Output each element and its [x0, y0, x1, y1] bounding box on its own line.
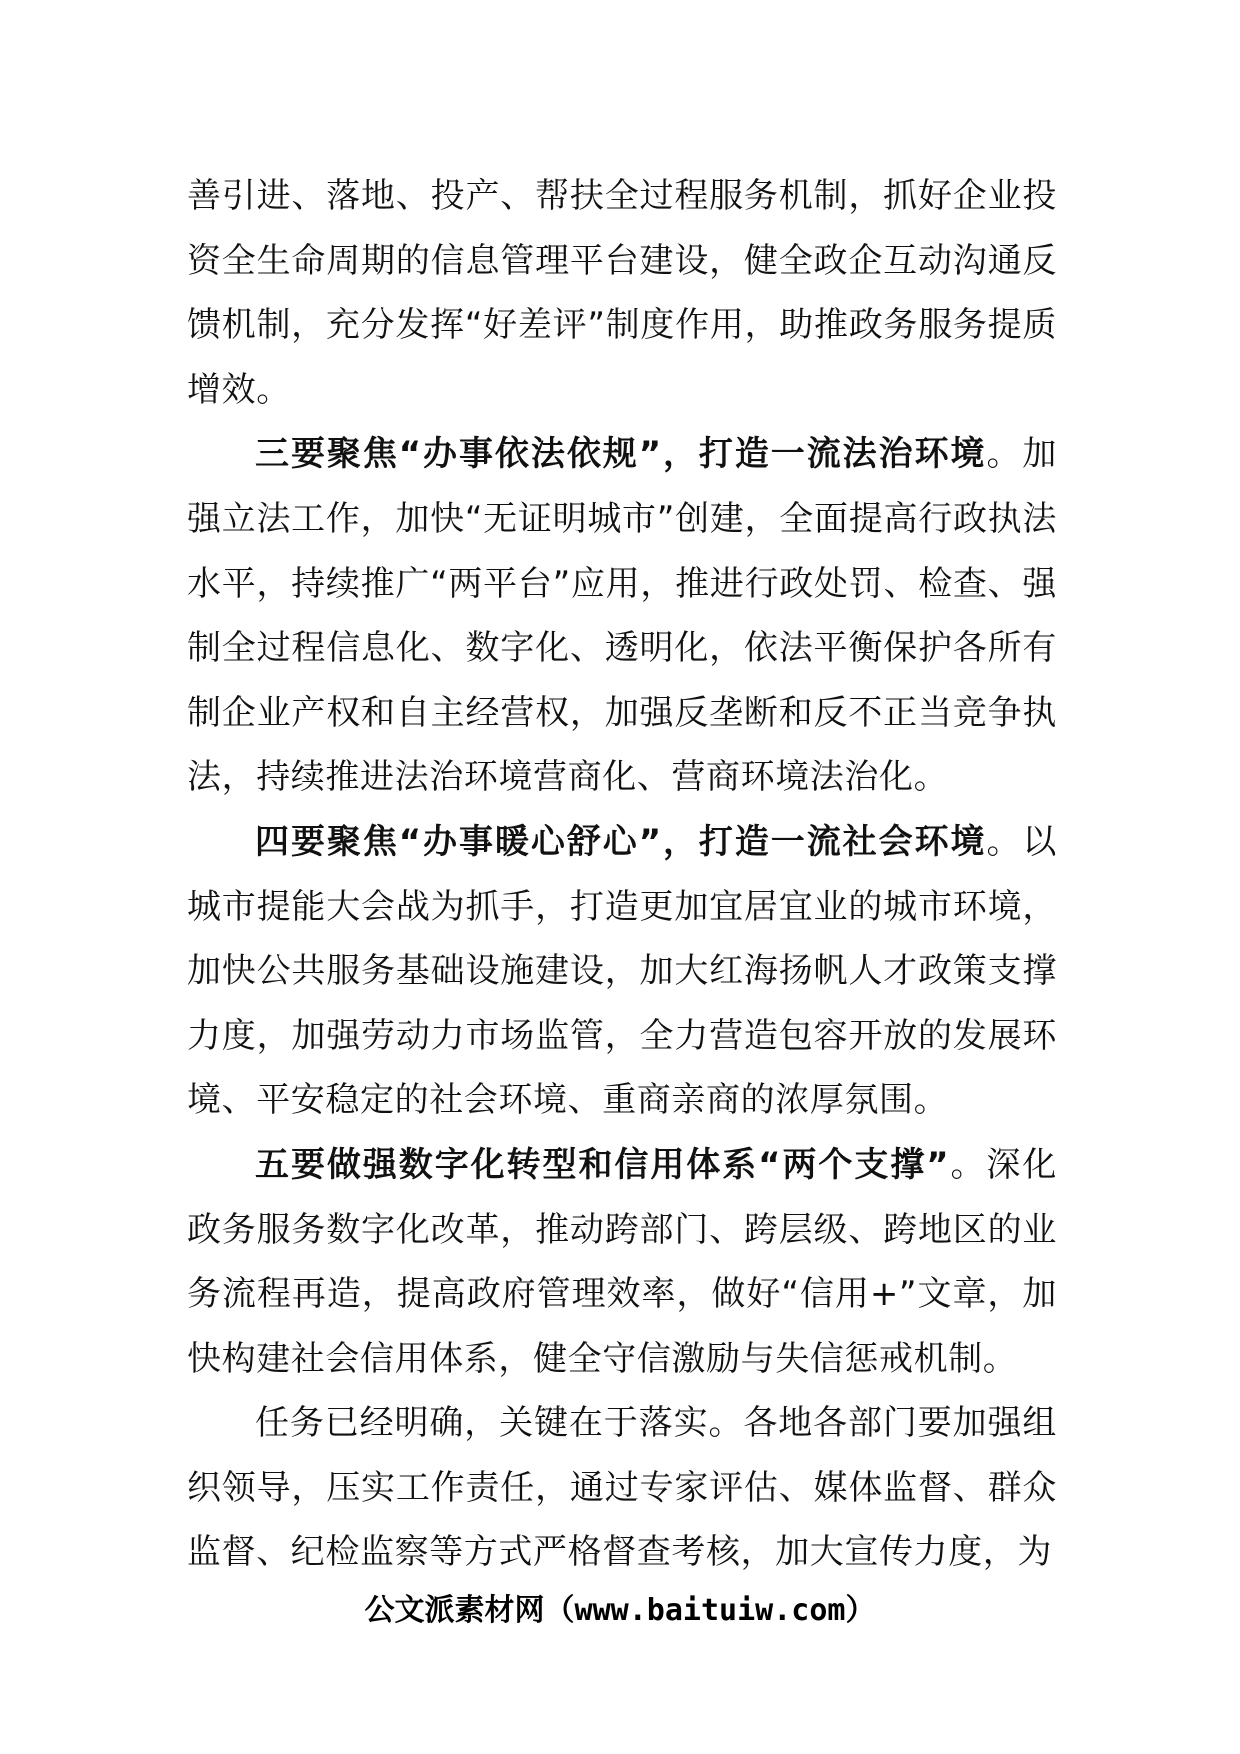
document-body — [187, 164, 1057, 1585]
footer-site-name: 公文派素材网 — [364, 1593, 545, 1628]
paragraph-text: 善引进、落地、投产、帮扶全过程服务机制，抓好企业投资全生命周期的信息管理平台建设，健全政企互动沟通反馈机制，充分发挥“好差评”制度作用，助推政务服务提质增效。 — [187, 176, 1057, 410]
paragraph-heading: 四要聚焦“办事暖心舒心”，打造一流社会环境 — [255, 821, 987, 862]
footer-url: （www.baituiw.com） — [544, 1593, 876, 1628]
paragraph-text: 。以城市提能大会战为抓手，打造更加宜居宜业的城市环境，加快公共服务基础设施建设，加大红海扬帆人才政策支撑力度，加强劳动力市场监管，全力营造包容开放的发展环境、平安稳定的社会环境、重商亲商的浓厚氛围。 — [187, 821, 1057, 1121]
paragraph-implementation — [187, 1391, 1057, 1585]
paragraph-text: 任务已经明确，关键在于落实。各地各部门要加强组织领导，压实工作责任，通过专家评估、媒体监督、群众监督、纪检监察等方式严格督查考核，加大宣传力度，为 — [187, 1403, 1057, 1573]
paragraph-digital-credit — [187, 1133, 1057, 1391]
paragraph-heading: 三要聚焦“办事依法依规”，打造一流法治环境 — [255, 434, 987, 475]
paragraph-legal-environment — [187, 422, 1057, 810]
paragraph-text: 。深化政务服务数字化改革，推动跨部门、跨层级、跨地区的业务流程再造，提高政府管理效率，做好“信用+”文章，加快构建社会信用体系，健全守信激励与失信惩戒机制。 — [187, 1144, 1057, 1379]
paragraph-social-environment — [187, 810, 1057, 1133]
paragraph-heading: 五要做强数字化转型和信用体系“两个支撑” — [255, 1144, 950, 1185]
paragraph-continuation — [187, 164, 1057, 422]
page-footer — [0, 1591, 1240, 1631]
paragraph-text: 。加强立法工作，加快“无证明城市”创建，全面提高行政执法水平，持续推广“两平台”应用，推进行政处罚、检查、强制全过程信息化、数字化、透明化，依法平衡保护各所有制企业产权和自主经营权，加强反垄断和反不正当竞争执法，持续推进法治环境营商化、营商环境法治化。 — [187, 434, 1057, 798]
